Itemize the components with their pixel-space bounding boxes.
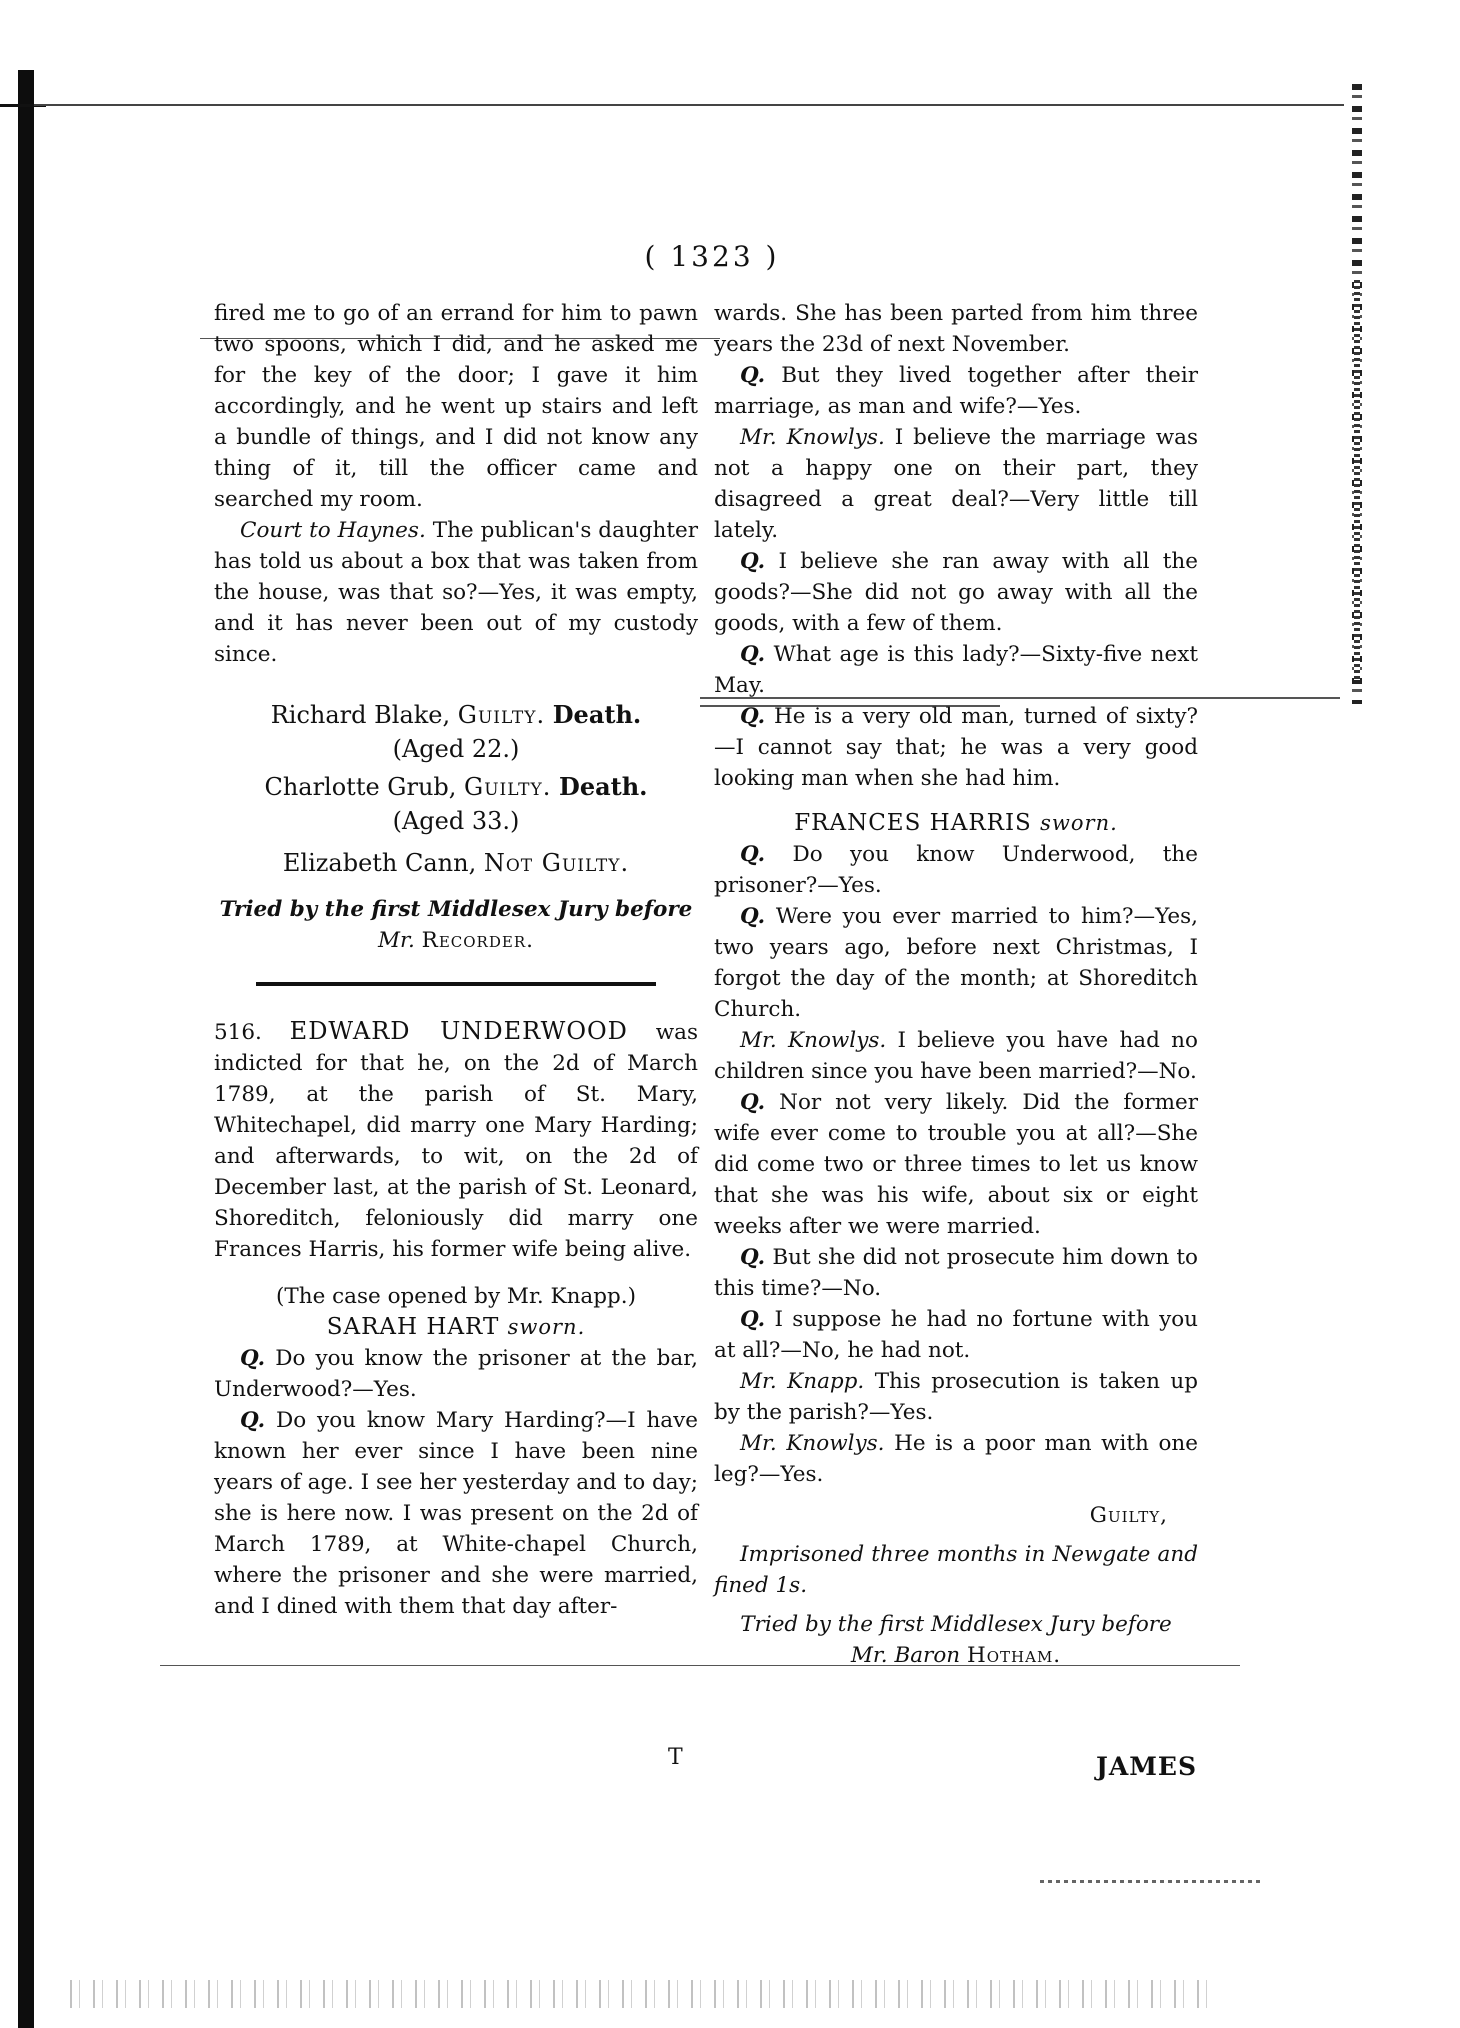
binding-edge bbox=[18, 70, 34, 2028]
question-text: Do you know Underwood, the prisoner?—Yes. bbox=[714, 842, 1198, 898]
question bbox=[714, 1242, 1198, 1304]
statement bbox=[714, 422, 1198, 546]
q-mark: Q. bbox=[740, 1245, 766, 1270]
paragraph-text: The publican's daughter has told us about a box that was taken from the house, was that so?—Yes, it was empty, and it has never been out of my custody since. bbox=[214, 518, 698, 667]
speaker: Court to Haynes. bbox=[240, 518, 426, 543]
statement-text: This prosecution is taken up by the parish?—Yes. bbox=[714, 1369, 1198, 1425]
left-column bbox=[214, 298, 698, 1622]
judge bbox=[714, 1640, 1198, 1671]
age: (Aged 33.) bbox=[392, 807, 520, 835]
paragraph bbox=[214, 515, 698, 670]
defendant-name: Elizabeth Cann, bbox=[282, 849, 477, 877]
question bbox=[714, 360, 1198, 422]
catchword: JAMES bbox=[1096, 1752, 1198, 1781]
case-number: 516. bbox=[214, 1020, 262, 1045]
question-text: I suppose he had no fortune with you at all?—No, he had not. bbox=[714, 1307, 1199, 1363]
statement bbox=[714, 1025, 1198, 1087]
tried-by: Tried by the first Middlesex Jury before bbox=[740, 1612, 1172, 1637]
paragraph: wards. She has been parted from him three years the 23d of next November. bbox=[714, 301, 1198, 357]
question bbox=[714, 701, 1198, 794]
witness-heading bbox=[714, 808, 1198, 839]
question-text: Do you know the prisoner at the bar, Underwood?—Yes. bbox=[214, 1346, 698, 1402]
verdict-line bbox=[214, 770, 698, 804]
q-mark: Q. bbox=[240, 1408, 266, 1433]
top-rule bbox=[34, 104, 1344, 106]
scan-noise bbox=[70, 1980, 1220, 2008]
q-mark: Q. bbox=[740, 363, 766, 388]
sentence: Imprisoned three months in Newgate and fined 1s. bbox=[714, 1542, 1198, 1598]
question bbox=[714, 546, 1198, 639]
q-mark: Q. bbox=[740, 549, 766, 574]
witness-name: FRANCES HARRIS bbox=[794, 810, 1032, 836]
question-text: I believe she ran away with all the goods?—She did not go away with all the goods, with a few of them. bbox=[714, 549, 1198, 636]
indictment bbox=[214, 1016, 698, 1265]
question-text: But they lived together after their marriage, as man and wife?—Yes. bbox=[714, 363, 1198, 419]
question-text: He is a very old man, turned of sixty?—I cannot say that; he was a very good looking man when she had him. bbox=[714, 704, 1198, 791]
page-edge-shadow bbox=[1354, 280, 1360, 680]
question bbox=[714, 1087, 1198, 1242]
defendant-name: EDWARD UNDERWOOD bbox=[289, 1017, 628, 1045]
question-text: Do you know Mary Harding?—I have known her ever since I have been nine years of age. I see her yesterday and to day; she is here now. I was present on the 2d of March 1789, at White-chapel Church, where the prisoner and she were married, and I dined with them that day after- bbox=[214, 1408, 698, 1619]
verdict: Not Guilty. bbox=[483, 849, 630, 877]
case-opened: (The case opened by Mr. Knapp.) bbox=[276, 1284, 636, 1309]
speaker: Mr. Knapp. bbox=[740, 1369, 865, 1394]
speaker: Mr. Knowlys. bbox=[740, 1431, 885, 1456]
witness-heading bbox=[214, 1312, 698, 1343]
statement-text: He is a poor man with one leg?—Yes. bbox=[714, 1431, 1198, 1487]
question bbox=[714, 639, 1198, 701]
q-mark: Q. bbox=[740, 704, 766, 729]
verdict: Guilty, bbox=[1089, 1503, 1168, 1528]
tried-by: Tried by the first Middlesex Jury before bbox=[219, 897, 693, 922]
defendant-name: Charlotte Grub, bbox=[264, 773, 457, 801]
verdict-line bbox=[214, 846, 698, 880]
judge bbox=[214, 925, 698, 956]
question bbox=[214, 1343, 698, 1405]
right-column bbox=[714, 298, 1198, 1671]
question bbox=[214, 1405, 698, 1622]
statement-text: I believe you have had no children since you have been married?—No. bbox=[714, 1028, 1198, 1084]
q-mark: Q. bbox=[740, 642, 766, 667]
question-text: What age is this lady?—Sixty-five next May. bbox=[714, 642, 1198, 698]
witness-name: SARAH HART bbox=[326, 1314, 500, 1340]
speaker: Mr. Knowlys. bbox=[740, 425, 885, 450]
statement bbox=[714, 1366, 1198, 1428]
age: (Aged 22.) bbox=[392, 735, 520, 763]
sworn: sworn. bbox=[1040, 811, 1118, 835]
judge-name: Recorder. bbox=[421, 928, 534, 953]
defendant-name: Richard Blake, bbox=[270, 701, 451, 729]
judge-title: Mr. bbox=[378, 928, 415, 953]
statement-text: I believe the marriage was not a happy one on their part, they disagreed a great deal?—Very little till lately. bbox=[714, 425, 1198, 543]
q-mark: Q. bbox=[740, 842, 766, 867]
statement bbox=[714, 1428, 1198, 1490]
q-mark: Q. bbox=[740, 1307, 766, 1332]
verdict-line bbox=[214, 698, 698, 732]
q-mark: Q. bbox=[740, 1090, 766, 1115]
question bbox=[714, 1304, 1198, 1366]
question-text: But she did not prosecute him down to this time?—No. bbox=[714, 1245, 1198, 1301]
judge-title: Mr. Baron bbox=[850, 1643, 961, 1668]
paragraph: fired me to go of an errand for him to pawn two spoons, which I did, and he asked me for the key of the door; I gave it him accordingly, and he went up stairs and left a bundle of things, and I did not know any thing of it, till the officer came and searched my room. bbox=[214, 301, 698, 512]
scan-dust bbox=[1040, 1880, 1260, 1883]
verdict: Guilty. bbox=[464, 773, 552, 801]
q-mark: Q. bbox=[240, 1346, 266, 1371]
sentence: Death. bbox=[552, 700, 642, 729]
section-rule bbox=[256, 982, 656, 986]
question-text: Were you ever married to him?—Yes, two years ago, before next Christmas, I forgot the day of the month; at Shoreditch Church. bbox=[714, 904, 1198, 1022]
sentence: Death. bbox=[559, 772, 648, 801]
sworn: sworn. bbox=[507, 1315, 586, 1339]
judge-name: Hotham. bbox=[966, 1643, 1062, 1668]
question bbox=[714, 901, 1198, 1025]
indictment-text: was indicted for that he, on the 2d of March 1789, at the parish of St. Mary, Whitechapel, did marry one Mary Harding; and afterwards, to wit, on the 2d of December last, at the parish of St. Leonard, Shoreditch, feloniously did marry one Frances Harris, his former wife being alive. bbox=[214, 1020, 698, 1262]
signature-mark: T bbox=[668, 1745, 683, 1770]
question bbox=[714, 839, 1198, 901]
page-number: ( 1323 ) bbox=[644, 240, 780, 273]
q-mark: Q. bbox=[740, 904, 766, 929]
speaker: Mr. Knowlys. bbox=[740, 1028, 887, 1053]
verdict: Guilty. bbox=[457, 701, 546, 729]
question-text: Nor not very likely. Did the former wife ever come to trouble you at all?—She did come two or three times to let us know that she was his wife, about six or eight weeks after we were married. bbox=[714, 1090, 1198, 1239]
